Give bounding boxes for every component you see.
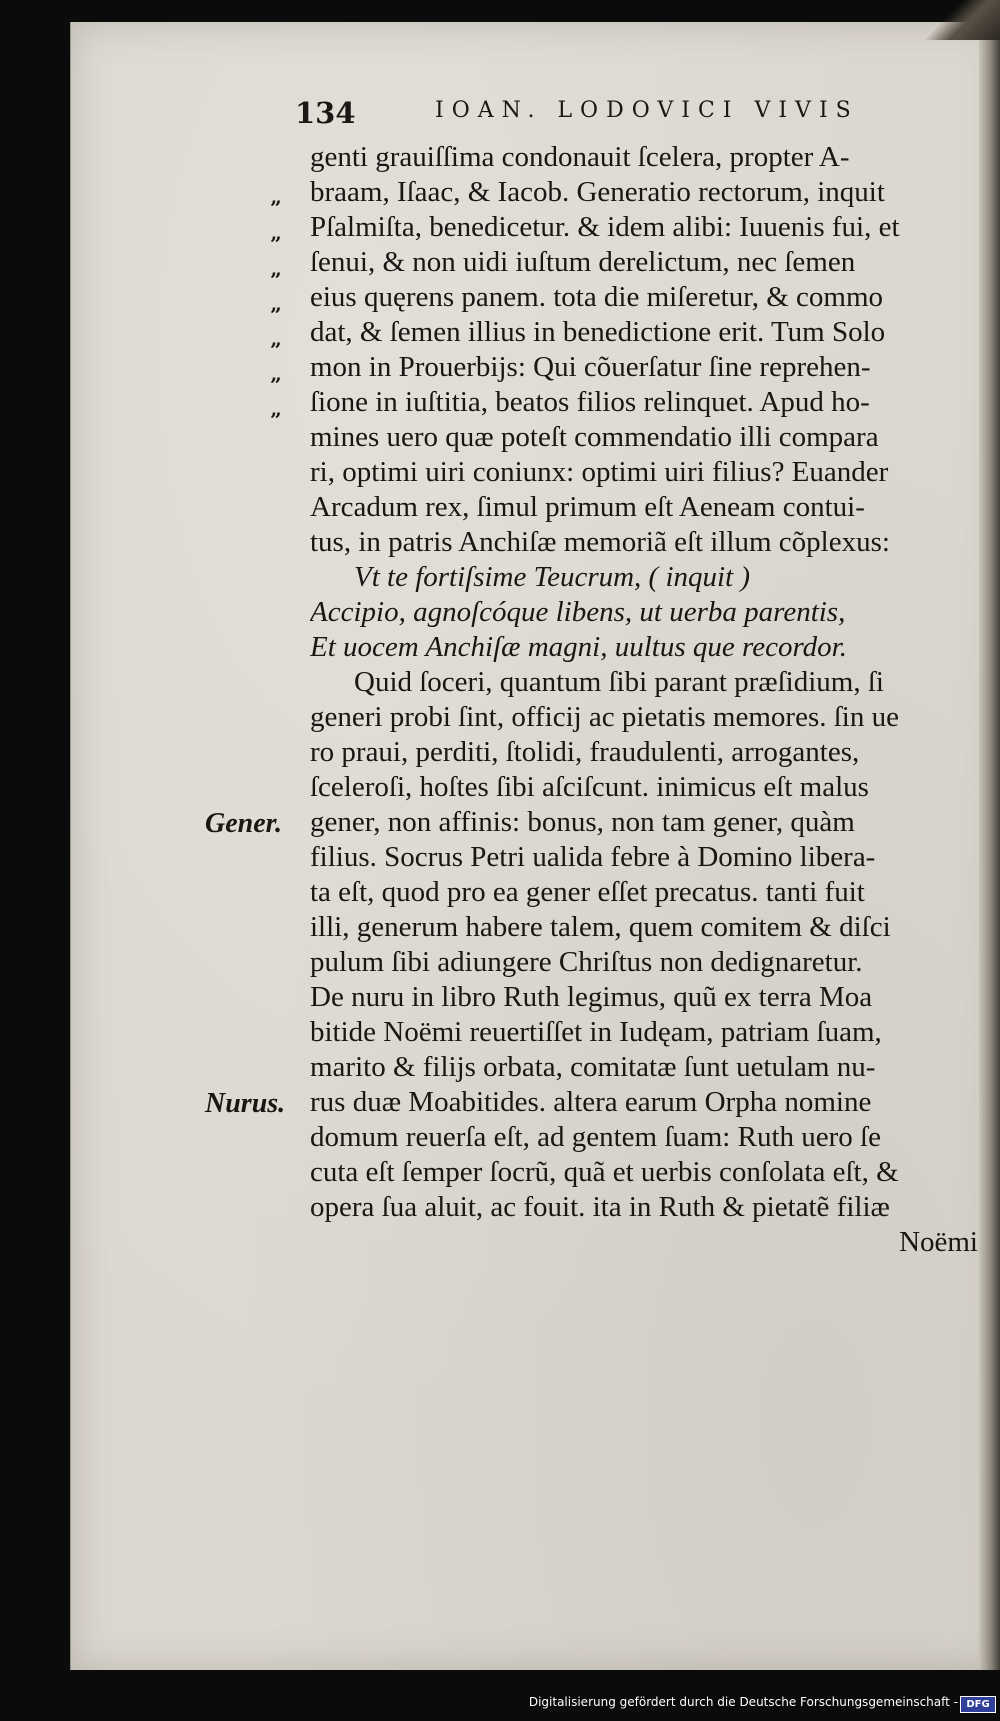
running-head: IOAN. LODOVICI VIVIS xyxy=(435,98,859,123)
margin-note-gener: Gener. xyxy=(205,808,282,839)
quote-mark: ” xyxy=(270,338,280,362)
page-number: 134 xyxy=(295,96,356,130)
text-line: ta eſt, quod pro ea gener eſſet precatus. tanti fuit xyxy=(310,876,865,908)
quote-mark: ” xyxy=(270,303,280,327)
text-line: domum reuerſa eſt, ad gentem ſuam: Ruth uero ſe xyxy=(310,1121,881,1153)
text-line: De nuru in libro Ruth legimus, quũ ex terra Moa xyxy=(310,981,873,1013)
text-line: tus, in patris Anchiſæ memoriã eſt illum cõplexus: xyxy=(310,526,890,558)
text-line: ſceleroſi, hoſtes ſibi aſciſcunt. inimicus eſt malus xyxy=(310,771,869,803)
verse-line: Vt te fortiſsime Teucrum, ( inquit ) xyxy=(354,561,751,593)
dfg-logo: DFG xyxy=(960,1696,996,1713)
text-line: Quid ſoceri, quantum ſibi parant præſidium, ſi xyxy=(354,666,884,698)
text-line: rus duæ Moabitides. altera earum Orpha nomine xyxy=(310,1086,872,1118)
quote-mark: ” xyxy=(270,373,280,397)
quote-mark: ” xyxy=(270,196,280,220)
margin-note-nurus: Nurus. xyxy=(205,1088,286,1119)
text-line: mines uero quæ poteſt commendatio illi compara xyxy=(310,421,879,453)
text-line: cuta eſt ſemper ſocrũ, quã et uerbis conſolata eſt, & xyxy=(310,1156,899,1188)
text-line: ro praui, perditi, ſtolidi, fraudulenti, arrogantes, xyxy=(310,736,860,768)
quote-mark: ” xyxy=(270,408,280,432)
text-line: generi probi ſint, officij ac pietatis memores. ſin ue xyxy=(310,701,899,733)
text-line: Arcadum rex, ſimul primum eſt Aeneam contui- xyxy=(310,491,865,523)
text-line: genti grauiſſima condonauit ſcelera, propter A- xyxy=(310,141,850,173)
page-header xyxy=(295,96,935,136)
text-line: Pſalmiſta, benedicetur. & idem alibi: Iuuenis fui, et xyxy=(310,211,900,243)
main-text xyxy=(310,140,990,1260)
verse-line: Et uocem Anchiſæ magni, uultus que recordor. xyxy=(310,631,847,663)
text-line: illi, generum habere talem, quem comitem & diſci xyxy=(310,911,891,943)
text-line: braam, Iſaac, & Iacob. Generatio rectorum, inquit xyxy=(310,176,885,208)
text-line: mon in Prouerbijs: Qui cõuerſatur ſine reprehen- xyxy=(310,351,871,383)
funding-credit: Digitalisierung gefördert durch die Deutsche Forschungsgemeinschaft - xyxy=(528,1695,958,1709)
text-line: ri, optimi uiri coniunx: optimi uiri filius? Euander xyxy=(310,456,889,488)
text-line: gener, non affinis: bonus, non tam gener, quàm xyxy=(310,806,855,838)
catchword: Noëmi xyxy=(899,1226,978,1258)
text-line: ſenui, & non uidi iuſtum derelictum, nec ſemen xyxy=(310,246,856,278)
quote-mark: ” xyxy=(270,268,280,292)
text-line: dat, & ſemen illius in benedictione erit. Tum Solo xyxy=(310,316,886,348)
text-line: pulum ſibi adiungere Chriſtus non dedignaretur. xyxy=(310,946,863,978)
text-line: opera ſua aluit, ac fouit. ita in Ruth & pietatẽ filiæ xyxy=(310,1191,890,1223)
text-line: filius. Socrus Petri ualida febre à Domino libera- xyxy=(310,841,876,873)
text-line: ſione in iuſtitia, beatos filios relinquet. Apud ho- xyxy=(310,386,870,418)
text-line: eius quęrens panem. tota die miſeretur, & commo xyxy=(310,281,884,313)
digitization-footer xyxy=(0,1695,1000,1715)
text-line: marito & filijs orbata, comitatæ ſunt uetulam nu- xyxy=(310,1051,876,1083)
quote-mark: ” xyxy=(270,232,280,256)
verse-line: Accipio, agnoſcóque libens, ut uerba parentis, xyxy=(310,596,846,628)
text-line: bitide Noëmi reuertiſſet in Iudęam, patriam ſuam, xyxy=(310,1016,882,1048)
page-corner xyxy=(911,0,1000,40)
